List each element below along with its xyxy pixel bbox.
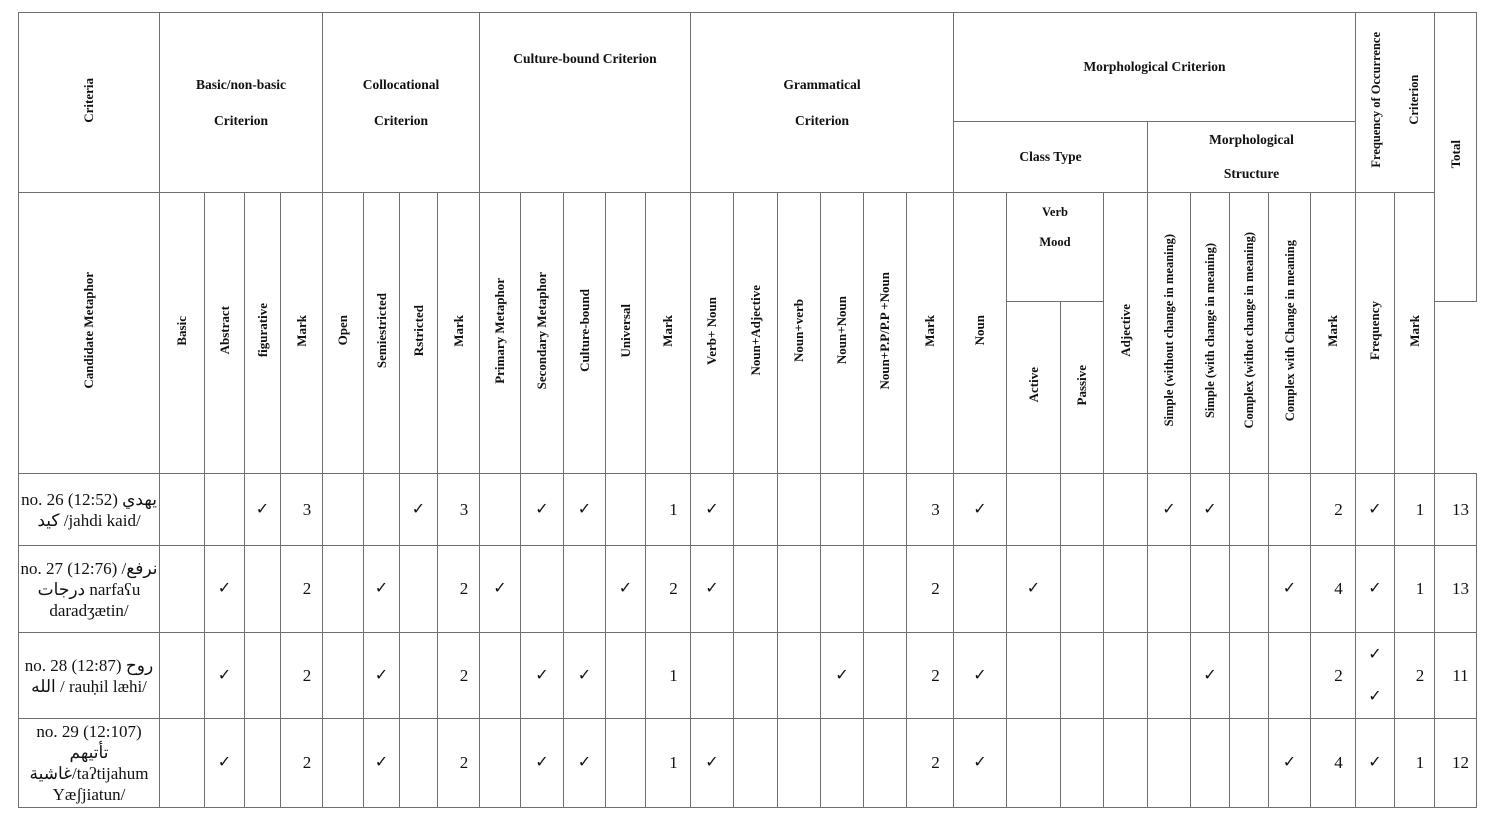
mark-value: 1	[1415, 579, 1425, 598]
check-icon: ✓	[705, 500, 719, 518]
table-cell	[323, 474, 364, 546]
col-noun-pp-label: Noun+P.P/P.P +Noun	[877, 271, 892, 390]
table-cell	[646, 633, 691, 719]
table-cell	[954, 719, 1007, 808]
data-rows	[19, 474, 1477, 808]
table-cell	[606, 719, 646, 808]
mark-value: 3	[931, 499, 940, 519]
table-row	[19, 474, 1477, 546]
table-cell	[821, 719, 864, 808]
table-cell	[954, 633, 1007, 719]
table-cell	[1061, 474, 1104, 546]
table-cell	[1395, 719, 1435, 808]
criteria-header	[19, 13, 160, 193]
candidate-metaphor-header	[19, 193, 160, 474]
table-cell	[400, 633, 438, 719]
table-cell	[734, 546, 778, 633]
morph-structure-line2: Structure	[1223, 166, 1280, 181]
table-cell	[821, 633, 864, 719]
col-abstract-label: Abstract	[216, 306, 232, 355]
table-cell	[438, 633, 480, 719]
col-verb-noun-label: Verb+ Noun	[704, 296, 719, 365]
verb-mood-line1: Verb	[1042, 205, 1068, 219]
candidate-metaphor-cell: no. 28 (12:87) روح الله / rauḥil læhi/	[19, 633, 160, 719]
table-cell	[691, 474, 734, 546]
table-cell	[606, 633, 646, 719]
col-noun-noun-label: Noun+Noun	[834, 296, 849, 365]
col-colloc-mark	[438, 193, 480, 474]
check-icon: ✓	[705, 754, 719, 771]
frequency-line1: Frequency of Occurrence	[1369, 32, 1383, 168]
collocational-line2: Criterion	[374, 112, 428, 128]
table-cell	[1191, 474, 1230, 546]
metaphor-criteria-table	[18, 12, 1477, 808]
table-cell	[205, 474, 245, 546]
table-cell	[734, 633, 778, 719]
col-primary-metaphor-label: Primary Metaphor	[492, 277, 507, 384]
table-cell	[734, 474, 778, 546]
table-cell	[1007, 546, 1061, 633]
col-open	[323, 193, 364, 474]
col-passive	[1061, 302, 1104, 474]
col-semiestricted	[364, 193, 400, 474]
check-icon: ✓	[493, 580, 507, 597]
basic-non-basic-line2: Criterion	[214, 112, 268, 128]
col-gram-mark	[907, 193, 954, 474]
table-cell	[1311, 633, 1356, 719]
table-cell	[564, 546, 606, 633]
check-icon: ✓	[217, 754, 232, 771]
table-cell	[1269, 546, 1311, 633]
table-cell	[323, 546, 364, 633]
check-icon: ✓	[217, 666, 232, 684]
frequency-header	[1356, 13, 1435, 193]
table-cell	[954, 474, 1007, 546]
mark-value: 2	[459, 579, 469, 598]
criteria-label: Criteria	[81, 77, 96, 123]
table-cell	[245, 633, 281, 719]
mark-value: 4	[1334, 579, 1343, 598]
table-cell	[480, 719, 521, 808]
table-row	[19, 546, 1477, 633]
morphological-label: Morphological Criterion	[1083, 59, 1226, 74]
mark-value: 2	[1334, 665, 1343, 685]
check-icon: ✓	[535, 754, 549, 771]
subheader-row-top	[19, 193, 1477, 302]
mark-value: 2	[302, 753, 312, 772]
check-icon: ✓	[535, 666, 549, 684]
candidate-metaphor-cell: no. 29 (12:107) تأتيهم غاشية/taʔtijahum Yæʃjiatun/	[19, 719, 160, 808]
check-icon: ✓	[973, 754, 987, 771]
check-icon: ✓	[535, 500, 549, 518]
table-cell	[281, 474, 323, 546]
col-gram-mark-label: Mark	[922, 314, 937, 347]
basic-non-basic-line1: Basic/non-basic	[195, 76, 287, 92]
total-value: 12	[1452, 753, 1469, 772]
check-icon: ✓	[618, 580, 633, 597]
check-icon: ✓	[374, 666, 389, 684]
mark-value: 2	[931, 753, 940, 772]
col-colloc-mark-label: Mark	[450, 314, 466, 347]
check-icon: ✓	[973, 666, 987, 684]
col-basic-mark	[281, 193, 323, 474]
table-cell	[778, 633, 821, 719]
col-culture-bound-label: Culture-bound	[576, 289, 592, 372]
table-cell	[1191, 633, 1230, 719]
table-cell	[1356, 546, 1395, 633]
col-passive-label: Passive	[1074, 364, 1089, 406]
col-complex-with	[1269, 193, 1311, 474]
verb-mood-line2: Mood	[1039, 235, 1071, 249]
table-cell	[778, 474, 821, 546]
table-cell	[1061, 719, 1104, 808]
table-cell	[1148, 719, 1191, 808]
mark-value: 2	[302, 579, 312, 598]
table-cell	[864, 474, 907, 546]
table-cell	[364, 546, 400, 633]
table-cell	[323, 719, 364, 808]
table-cell	[1104, 546, 1148, 633]
check-icon: ✓	[1203, 500, 1217, 518]
col-culture-bound	[564, 193, 606, 474]
table-cell	[646, 719, 691, 808]
check-icon: ✓	[1282, 754, 1297, 771]
col-complex-with-label: Complex with Change in meaning	[1282, 239, 1297, 422]
basic-non-basic-header	[160, 13, 323, 193]
col-frequency-mark	[1395, 193, 1435, 474]
table-cell	[1269, 633, 1311, 719]
mark-value: 2	[669, 579, 678, 598]
table-cell	[364, 474, 400, 546]
col-culture-mark-label: Mark	[660, 314, 675, 347]
table-cell	[1148, 546, 1191, 633]
table-cell	[646, 474, 691, 546]
col-culture-mark	[646, 193, 691, 474]
table-cell	[281, 546, 323, 633]
table-cell	[400, 546, 438, 633]
check-icon: ✓	[374, 580, 389, 597]
total-value: 13	[1452, 579, 1469, 598]
mark-value: 3	[302, 499, 312, 519]
col-simple-without-label: Simple (without change in meaning)	[1162, 234, 1176, 427]
col-complex-without	[1230, 193, 1269, 474]
check-icon: ✓	[1026, 580, 1041, 597]
table-cell	[1191, 719, 1230, 808]
table-cell	[1061, 633, 1104, 719]
col-figurative	[245, 193, 281, 474]
table-cell	[1230, 719, 1269, 808]
table-cell	[606, 474, 646, 546]
morph-structure-line1: Morphological	[1209, 132, 1294, 147]
table-cell	[564, 633, 606, 719]
table-cell	[1007, 474, 1061, 546]
table-cell	[1007, 633, 1061, 719]
col-basic-mark-label: Mark	[293, 314, 309, 347]
table-cell	[778, 546, 821, 633]
col-morph-mark	[1311, 193, 1356, 474]
col-adjective-label: Adjective	[1117, 304, 1133, 357]
col-active	[1007, 302, 1061, 474]
col-frequency-label: Frequency	[1367, 301, 1382, 360]
mark-value: 3	[459, 499, 469, 519]
table-cell	[364, 633, 400, 719]
table-cell	[1395, 546, 1435, 633]
table-cell	[1356, 474, 1395, 546]
table-cell	[1435, 474, 1477, 546]
table-cell	[1191, 546, 1230, 633]
col-secondary-metaphor-label: Secondary Metaphor	[534, 271, 549, 390]
table-cell	[907, 546, 954, 633]
table-cell	[323, 633, 364, 719]
table-cell	[1395, 633, 1435, 719]
header-row-1	[19, 13, 1477, 122]
table-cell	[245, 719, 281, 808]
verb-mood-header	[1007, 193, 1104, 302]
col-verb-noun	[691, 193, 734, 474]
mark-value: 4	[1334, 753, 1343, 772]
collocational-header	[323, 13, 480, 193]
mark-value: 2	[931, 579, 940, 598]
grammatical-line1: Grammatical	[783, 76, 861, 92]
table-row	[19, 633, 1477, 719]
col-universal	[606, 193, 646, 474]
table-cell	[245, 546, 281, 633]
total-label: Total	[1447, 140, 1463, 169]
table-cell	[1230, 633, 1269, 719]
table-cell	[1104, 719, 1148, 808]
col-basic	[160, 193, 205, 474]
col-frequency	[1356, 193, 1395, 474]
col-simple-with	[1191, 193, 1230, 474]
table-cell	[1311, 474, 1356, 546]
table-cell	[480, 474, 521, 546]
table-cell	[864, 633, 907, 719]
candidate-metaphor-label: Candidate Metaphor	[81, 272, 96, 389]
col-universal-label: Universal	[617, 303, 633, 358]
col-noun-noun	[821, 193, 864, 474]
table-cell	[954, 546, 1007, 633]
mark-value: 1	[1415, 753, 1425, 772]
morphological-header	[954, 13, 1356, 122]
col-active-label: Active	[1025, 367, 1041, 403]
table-cell	[1435, 719, 1477, 808]
table-cell	[907, 474, 954, 546]
col-frequency-mark-label: Mark	[1406, 314, 1422, 347]
table-cell	[1230, 546, 1269, 633]
col-complex-without-label: Complex (withot change in meaning)	[1242, 232, 1256, 429]
collocational-line1: Collocational	[362, 76, 440, 92]
table-cell	[1007, 719, 1061, 808]
grammatical-line2: Criterion	[795, 112, 849, 128]
mark-value: 2	[302, 665, 312, 685]
total-header	[1435, 13, 1477, 302]
col-primary-metaphor	[480, 193, 521, 474]
table-cell	[564, 474, 606, 546]
check-icon: ✓	[374, 754, 389, 771]
table-cell	[778, 719, 821, 808]
col-noun-verb-label: Noun+verb	[791, 298, 806, 363]
check-icon: ✓	[1368, 500, 1382, 518]
table-cell	[1311, 546, 1356, 633]
table-cell	[205, 719, 245, 808]
col-noun	[954, 193, 1007, 474]
table-cell	[480, 633, 521, 719]
table-cell	[821, 474, 864, 546]
check-icon: ✓	[1162, 500, 1176, 518]
table-cell	[1148, 633, 1191, 719]
check-icon: ✓	[1368, 580, 1382, 597]
table-cell	[521, 719, 564, 808]
check-icon: ✓	[1203, 666, 1217, 684]
col-noun-label: Noun	[972, 315, 987, 346]
table-cell	[160, 719, 205, 808]
table-cell	[691, 546, 734, 633]
frequency-header-label	[1357, 32, 1433, 168]
total-value: 13	[1452, 499, 1469, 519]
col-simple-without	[1148, 193, 1191, 474]
mark-value: 2	[459, 753, 469, 772]
table-cell	[1356, 719, 1395, 808]
candidate-metaphor-cell: no. 27 (12:76) /نرفع درجات narfaʕu daradʒætin/	[19, 546, 160, 633]
mark-value: 1	[669, 753, 678, 772]
culture-bound-label: Culture-bound Criterion	[513, 51, 657, 66]
table-cell	[521, 474, 564, 546]
frequency-line2: Criterion	[1407, 75, 1421, 125]
check-icon: ✓	[835, 666, 849, 684]
check-icon: ✓	[1368, 754, 1382, 771]
table-cell	[400, 719, 438, 808]
mark-value: 1	[669, 665, 678, 685]
col-simple-with-label: Simple (with change in meaning)	[1203, 242, 1217, 418]
check-icon: ✓	[255, 500, 270, 518]
table-cell	[691, 633, 734, 719]
mark-value: 1	[669, 499, 678, 519]
col-morph-mark-label: Mark	[1325, 314, 1340, 347]
table-cell	[438, 719, 480, 808]
table-cell	[438, 546, 480, 633]
table-cell	[400, 474, 438, 546]
table-cell	[646, 546, 691, 633]
table-cell	[1356, 633, 1395, 719]
table-cell	[521, 633, 564, 719]
culture-bound-header	[480, 13, 691, 193]
table-cell	[205, 546, 245, 633]
table-cell	[734, 719, 778, 808]
mark-value: 2	[1334, 499, 1343, 519]
table-cell	[1104, 474, 1148, 546]
mark-value: 2	[931, 665, 940, 685]
col-noun-verb	[778, 193, 821, 474]
check-icon: ✓	[1282, 580, 1297, 597]
table-cell	[864, 719, 907, 808]
col-figurative-label: figurative	[254, 303, 270, 358]
table-cell	[907, 633, 954, 719]
table-cell	[160, 546, 205, 633]
table-cell	[907, 719, 954, 808]
table-cell	[691, 719, 734, 808]
class-type-header	[954, 122, 1148, 193]
grammatical-header	[691, 13, 954, 193]
table-row	[19, 719, 1477, 808]
table-cell	[1061, 546, 1104, 633]
col-adjective	[1104, 193, 1148, 474]
table-cell	[1395, 474, 1435, 546]
class-type-label: Class Type	[1019, 149, 1082, 164]
col-rstricted-label: Rstricted	[410, 304, 426, 357]
col-open-label: Open	[335, 315, 350, 346]
table-cell	[564, 719, 606, 808]
total-value: 11	[1452, 665, 1469, 685]
table-cell	[1435, 546, 1477, 633]
table-cell	[438, 474, 480, 546]
check-icon: ✓	[973, 500, 987, 518]
col-abstract	[205, 193, 245, 474]
col-basic-label: Basic	[174, 315, 189, 346]
mark-value: 2	[1415, 665, 1425, 685]
table-cell	[281, 719, 323, 808]
col-noun-pp	[864, 193, 907, 474]
check-icon: ✓	[1368, 687, 1382, 705]
table-cell	[480, 546, 521, 633]
mark-value: 2	[459, 665, 469, 685]
table-cell	[1269, 719, 1311, 808]
col-noun-adjective	[734, 193, 778, 474]
table-cell	[1311, 719, 1356, 808]
col-rstricted	[400, 193, 438, 474]
table-cell	[160, 633, 205, 719]
morphological-structure-header	[1148, 122, 1356, 193]
table-cell	[1148, 474, 1191, 546]
check-icon: ✓	[411, 500, 426, 518]
table-cell	[245, 474, 281, 546]
table-cell	[160, 474, 205, 546]
check-icon: ✓	[1368, 645, 1382, 663]
table-cell	[521, 546, 564, 633]
table-cell	[364, 719, 400, 808]
check-icon: ✓	[705, 580, 719, 597]
check-icon: ✓	[577, 754, 592, 771]
table-cell	[1104, 633, 1148, 719]
check-icon: ✓	[577, 500, 592, 518]
table-cell	[281, 633, 323, 719]
candidate-metaphor-cell: no. 26 (12:52) يهدي كيد /jahdi kaid/	[19, 474, 160, 546]
table-cell	[864, 546, 907, 633]
table-cell	[1230, 474, 1269, 546]
table-cell	[205, 633, 245, 719]
table-cell	[1435, 633, 1477, 719]
table-cell	[1269, 474, 1311, 546]
table-cell	[821, 546, 864, 633]
check-icon: ✓	[577, 666, 592, 684]
check-icon: ✓	[217, 580, 232, 597]
mark-value: 1	[1415, 499, 1425, 519]
table-cell	[606, 546, 646, 633]
col-secondary-metaphor	[521, 193, 564, 474]
col-semiestricted-label: Semiestricted	[373, 292, 389, 369]
col-noun-adjective-label: Noun+Adjective	[747, 285, 763, 376]
